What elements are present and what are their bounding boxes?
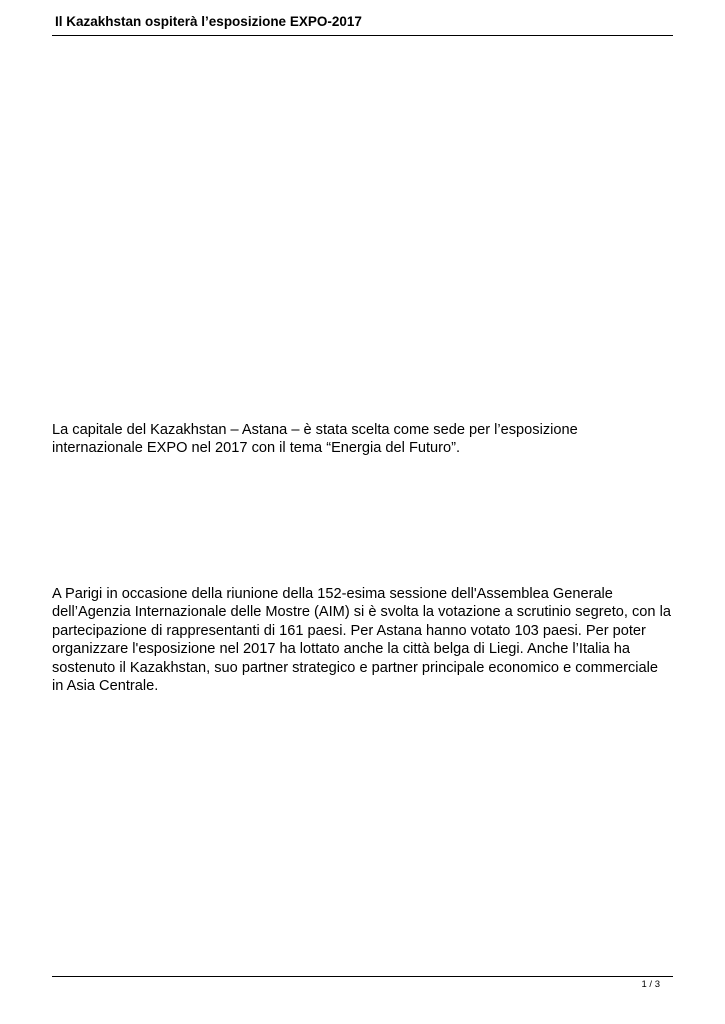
paragraph-line: A Parigi in occasione della riunione della 152-esima sessione dell'Assemblea Generale — [52, 586, 613, 602]
footer-divider — [52, 976, 673, 977]
paragraph-line: organizzare l'esposizione nel 2017 ha lottato anche la città belga di Liegi. Anche l’Italia ha — [52, 641, 631, 658]
header-divider — [52, 35, 673, 36]
paragraph-line: La capitale del Kazakhstan – Astana – è stata scelta come sede per l’esposizione — [52, 422, 578, 438]
paragraph-line: sostenuto il Kazakhstan, suo partner strategico e partner principale economico e commerciale — [52, 659, 658, 676]
page-number: 1 / 3 — [641, 979, 660, 990]
paragraph-line: in Asia Centrale. — [52, 678, 159, 695]
paragraph-line: internazionale EXPO nel 2017 con il tema “Energia del Futuro”. — [52, 440, 461, 457]
paragraph-line: dell’Agenzia Internazionale delle Mostre (AIM) si è svolta la votazione a scrutinio segreto, con la — [52, 604, 671, 621]
paragraph-vote — [52, 585, 677, 695]
paragraph-line: partecipazione di rappresentanti di 161 paesi. Per Astana hanno votato 103 paesi. Per poter — [52, 622, 646, 639]
page-title: Il Kazakhstan ospiterà l’esposizione EXPO-2017 — [55, 14, 362, 29]
paragraph-intro — [52, 421, 677, 458]
